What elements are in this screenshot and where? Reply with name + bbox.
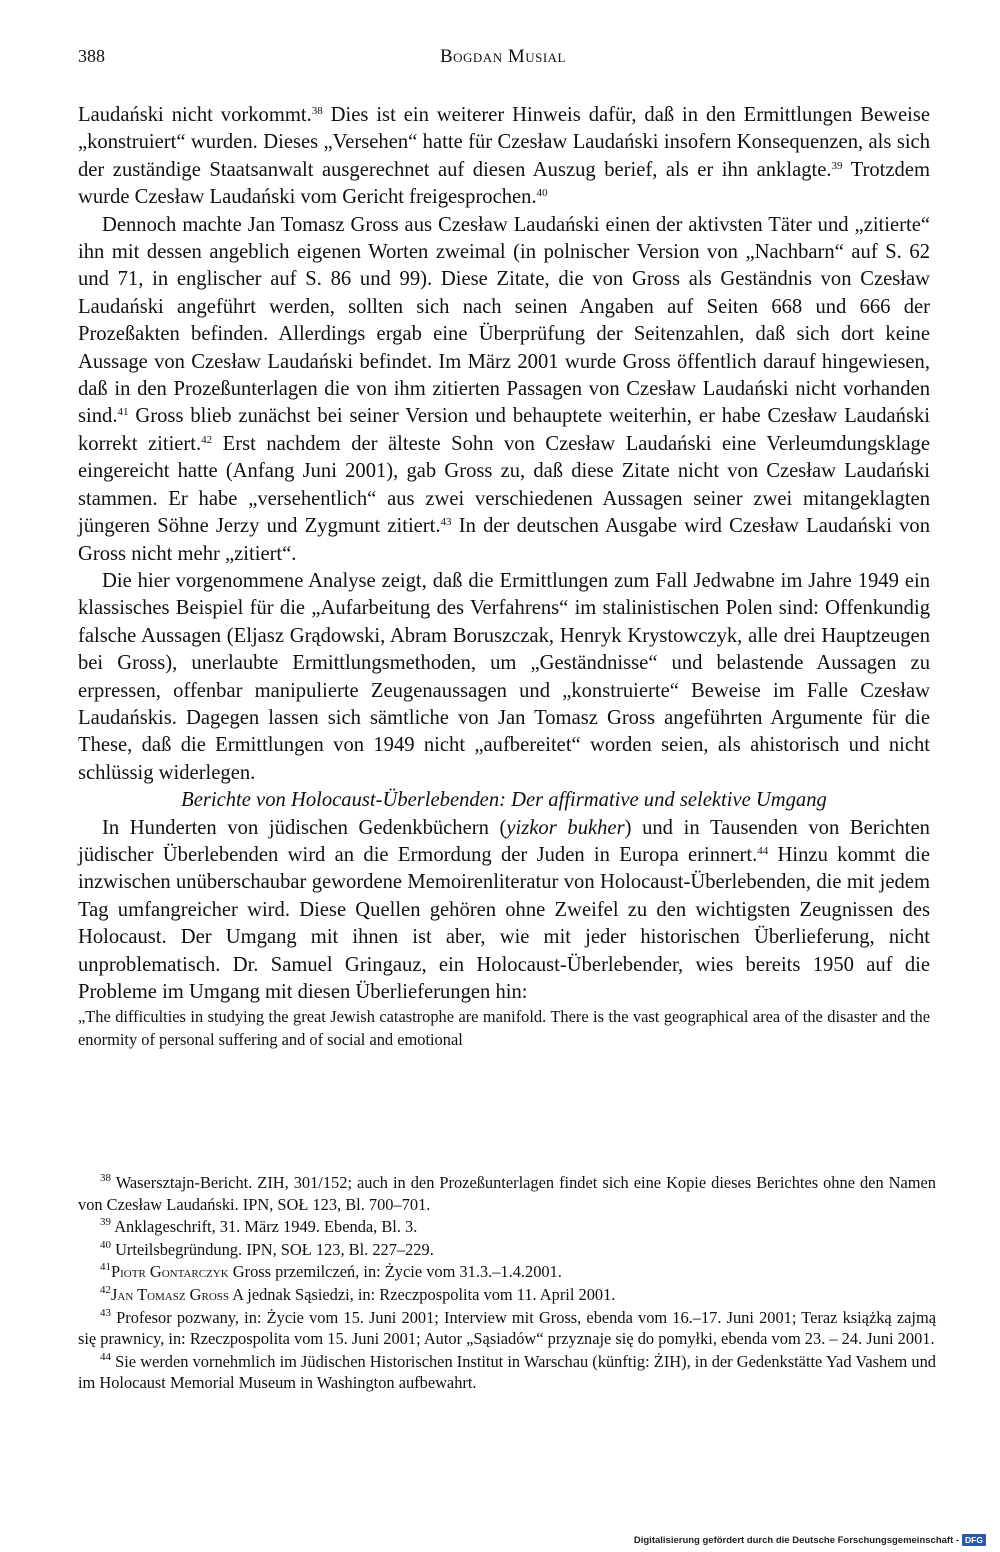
footnote-ref-38[interactable]: 38	[311, 105, 323, 117]
footnote-38: $^{38}$ Wasersztajn-Bericht. ZIH, 301/152; auch in den Prozeßunterlagen findet sich eine Kopie dieses Berichtes ohne den Namen von Czesław Laudański. IPN, SOŁ 123, Bl. 700–701.	[78, 1172, 936, 1214]
paragraph-4: In Hunderten von jüdischen Gedenkbüchern (yizkor bukher) und in Tausenden von Berichten jüdischer Überlebenden wird an die Ermordung der Juden in Europa erinnert.$^{44}$ Hinzu kommt die inzwischen unüberschaubar gewordene Memoirenliteratur von Holocaust-Überlebenden, die mit jedem Tag umfangreicher wird. Diese Quellen gehören ohne Zweifel zu den wichtigsten Zeugnissen des Holocaust. Der Umgang mit ihnen ist aber, wie mit jeder historischen Überlieferung, nicht unproblematisch. Dr. Samuel Gringauz, ein Holocaust-Überlebender, wies bereits 1950 auf die Probleme im Umgang mit diesen Überlieferungen hin:	[78, 816, 930, 1003]
footnote-ref-44[interactable]: 44	[757, 844, 769, 857]
block-quote: „The difficulties in studying the great Jewish catastrophe are manifold. There is the vast geographical area of the disaster and the enormity of personal suffering and of social and emotional	[78, 1007, 930, 1049]
digitization-credit	[634, 1532, 986, 1548]
paragraph-3: Die hier vorgenommene Analyse zeigt, daß die Ermittlungen zum Fall Jedwabne im Jahre 1949 ein klassisches Beispiel für die „Aufarbeitung des Verfahrens“ im stalinistischen Polen sind: Offenkundig falsche Aussagen (Eljasz Grądowski, Abram Boruszczak, Henryk Krystowczyk, alle drei Hauptzeugen bei Gross), unerlaubte Ermittlungsmethoden, um „Geständnisse“ und belastende Aussagen zu erpressen, offenbar manipulierte Zeugenaussagen und „konstruierte“ Beweise im Falle Czesław Laudańskis. Dagegen lassen sich sämtliche von Jan Tomasz Gross angeführten Argumente für die These, daß die Ermittlungen von 1949 nicht „aufbereitet“ worden seien, als ahistorisch und nicht schlüssig widerlegen.	[78, 569, 930, 784]
running-head: Bogdan Musial	[439, 46, 567, 67]
footnote-43: $^{43}$ Profesor pozwany, in: Życie vom 15. Juni 2001; Interview mit Gross, ebenda vom 16.–17. Juni 2001; Teraz książką zajmą się prawnicy, in: Rzeczpospolita vom 15. Juni 2001; Autor „Sąsiadów“ przyznaje się do pomyłki, ebenda vom 23. – 24. Juni 2001.	[78, 1306, 936, 1349]
body-text	[78, 102, 930, 1051]
credit-text: Digitalisierung gefördert durch die Deutsche Forschungsgemeinschaft -	[633, 1534, 960, 1546]
footnote-41: $^{41}$Piotr Gontarczyk Gross przemilczeń, in: Życie vom 31.3.–1.4.2001.	[100, 1261, 562, 1282]
paragraph-2: Dennoch machte Jan Tomasz Gross aus Czesław Laudański einen der aktivsten Täter und „zitierte“ ihn mit dessen angeblich eigenen Worten zweimal (in polnischer Version von „Nachbarn“ auf S. 62 und 71, in englischer auf S. 86 und 99). Diese Zitate, die von Gross als Geständnis von Czesław Laudański angeführt werden, sollten sich nach seinen Angaben auf Seiten 668 und 666 der Prozeßakten befinden. Allerdings ergab eine Überprüfung der Seitenzahlen, daß sich dort keine Aussage von Czesław Laudański befindet. Im März 2001 wurde Gross öffentlich darauf hingewiesen, daß in den Prozeßunterlagen die von ihm zitierten Passagen von Czesław Laudański nicht vorhanden sind.$^{41}$ Gross blieb zunächst bei seiner Version und behauptete weiterhin, er habe Czesław Laudański korrekt zitiert.$^{42}$ Erst nachdem der älteste Sohn von Czesław Laudański eine Verleumdungsklage eingereicht hatte (Anfang Juni 2001), gab Gross zu, daß diese Zitate nicht von Czesław Laudański stammen. Er habe „versehentlich“ aus zwei verschiedenen Aussagen seiner zwei mitangeklagten jüngeren Söhne Jerzy und Zygmunt zitiert.$^{43}$ In der deutschen Ausgabe wird Czesław Laudański von Gross nicht mehr „zitiert“.	[78, 213, 930, 565]
footnote-40: $^{40}$ Urteilsbegründung. IPN, SOŁ 123, Bl. 227–229.	[100, 1238, 434, 1259]
footnote-ref-41[interactable]: 41	[117, 406, 129, 419]
footnote-ref-39[interactable]: 39	[831, 159, 843, 172]
footnote-ref-43[interactable]: 43	[440, 516, 452, 529]
section-heading: Berichte von Holocaust-Überlebenden: Der affirmative und selektive Umgang	[181, 789, 827, 812]
footnote-39: $^{39}$ Anklageschrift, 31. März 1949. Ebenda, Bl. 3.	[100, 1216, 418, 1237]
footnote-ref-40[interactable]: 40	[536, 187, 548, 200]
page-number: 388	[78, 46, 105, 66]
page-header	[78, 46, 928, 76]
footnote-44: $^{44}$ Sie werden vornehmlich im Jüdischen Historischen Institut in Warschau (künftig: ŻIH), in der Gedenkstätte Yad Vashem und im Holocaust Memorial Museum in Washington aufbewahrt.	[78, 1350, 936, 1393]
footnotes	[78, 1172, 936, 1395]
paragraph-1: Laudański nicht vorkommt.$^{38}$ Dies ist ein weiterer Hinweis dafür, daß in den Ermittlungen Beweise „konstruiert“ wurden. Dieses „Versehen“ hatte für Czesław Laudański insofern Konsequenzen, als sich der zuständige Staatsanwalt ausgerechnet auf diesen Auszug berief, als er ihn anklagte.$^{39}$ Trotzdem wurde Czesław Laudański vom Gericht freigesprochen.$^{40}$	[78, 104, 931, 209]
footnote-ref-42[interactable]: 42	[201, 433, 213, 446]
footnote-42: $^{42}$Jan Tomasz Gross A jednak Sąsiedzi, in: Rzeczpospolita vom 11. April 2001.	[100, 1283, 616, 1304]
dfg-logo: DFG	[962, 1534, 986, 1546]
